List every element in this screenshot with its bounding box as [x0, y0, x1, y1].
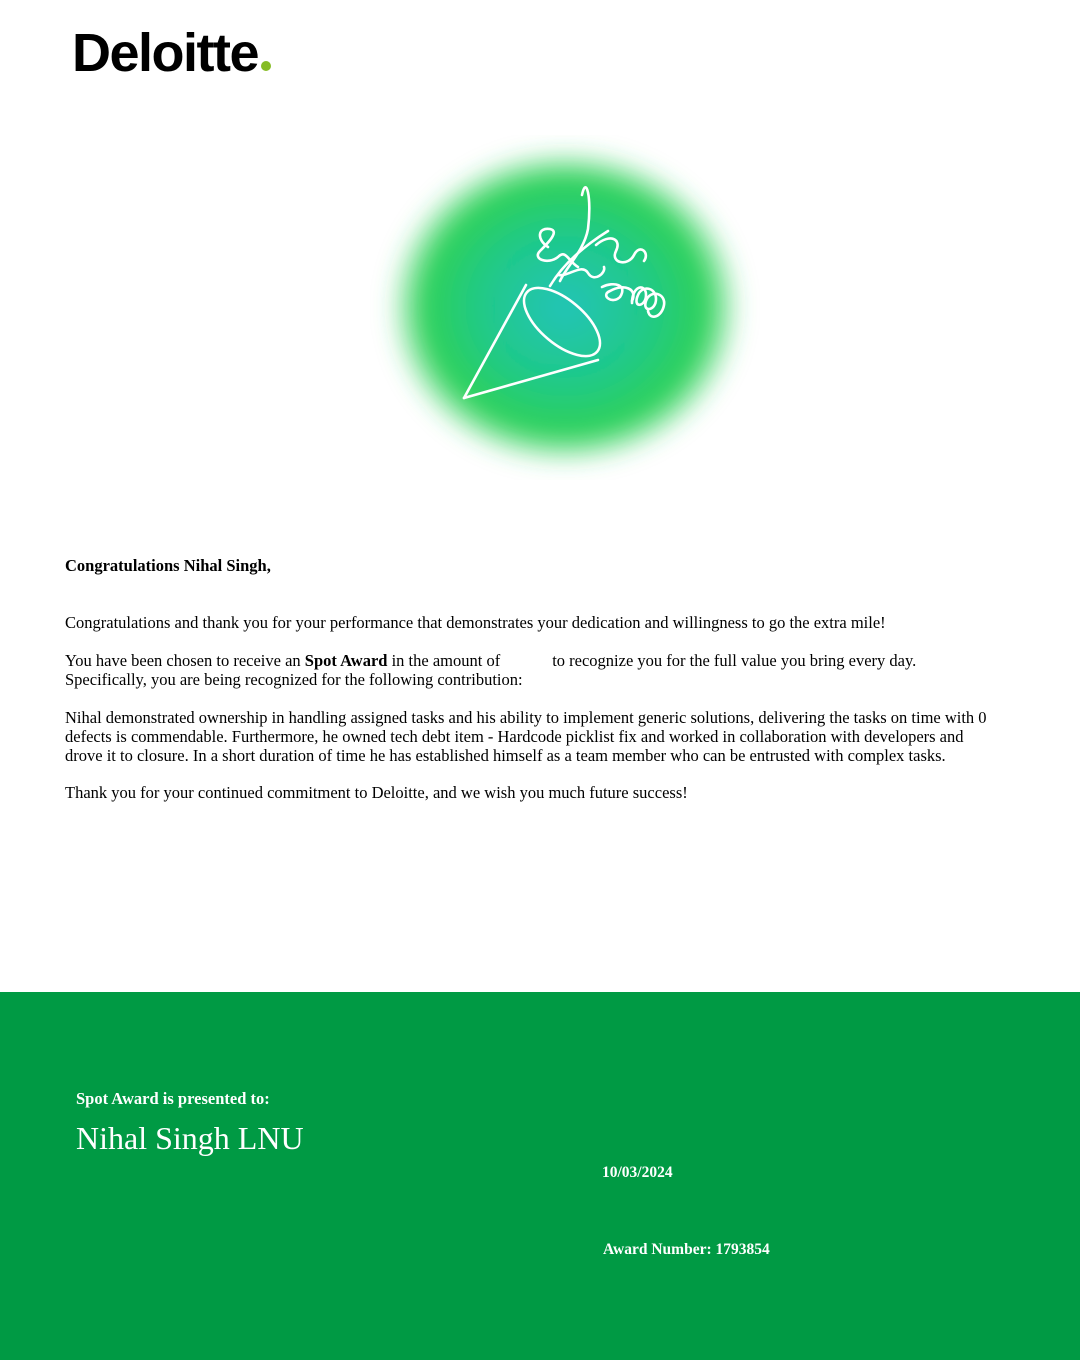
greeting: Congratulations Nihal Singh, — [65, 556, 271, 575]
award-text-line2: Specifically, you are being recognized for the following contribution: — [65, 670, 523, 689]
award-footer — [0, 992, 1080, 1360]
award-text-before: You have been chosen to receive an — [65, 651, 305, 670]
award-text-middle: in the amount of — [387, 651, 501, 670]
award-type: Spot Award — [304, 651, 388, 670]
award-date: 10/03/2024 — [602, 1164, 673, 1181]
green-glow-blob — [387, 147, 743, 467]
logo-text: Deloitte — [72, 23, 259, 83]
presented-to-label: Spot Award is presented to: — [76, 1089, 270, 1108]
award-paragraph — [65, 651, 1000, 689]
letter-body — [65, 556, 1000, 802]
thank-you-paragraph: Congratulations and thank you for your performance that demonstrates your dedication and willingness to go the extra mile! — [65, 613, 886, 632]
recipient-name: Nihal Singh LNU — [76, 1120, 304, 1156]
closing-paragraph: Thank you for your continued commitment to Deloitte, and we wish you much future success! — [65, 783, 688, 802]
contribution-paragraph: Nihal demonstrated ownership in handling assigned tasks and his ability to implement generic solutions, delivering the tasks on time with 0 defects is commendable. Furthermore, he owned tech debt item - Hardcode picklist fix and worked in collaboration with developers and drove it to closure. In a short duration of time he has established himself as a team member who can be entrusted with complex tasks. — [65, 708, 987, 765]
deloitte-logo — [72, 23, 271, 83]
award-text-after: to recognize you for the full value you bring every day. — [552, 651, 917, 670]
party-popper-emblem — [370, 135, 760, 480]
logo-dot — [261, 61, 271, 71]
award-number: Award Number: 1793854 — [603, 1241, 770, 1258]
